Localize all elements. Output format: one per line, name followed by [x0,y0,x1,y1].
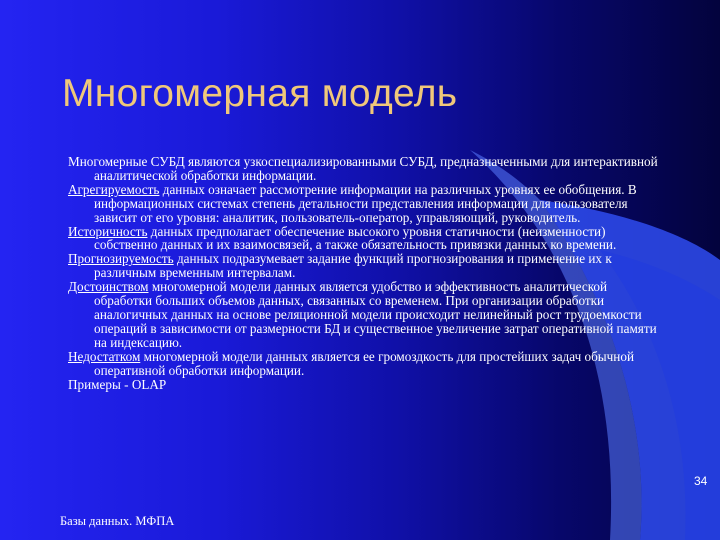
paragraph-advantage [68,280,658,350]
paragraph-history [68,225,658,253]
paragraph-text: являются узкоспециализированными СУБД, предназначенными для интерактивной аналитической обработки информации. [94,154,658,183]
slide-body [68,155,658,391]
term-history: Историчность [68,223,148,239]
term-mdbms: Многомерные СУБД [68,154,185,169]
paragraph-mdbms [68,155,658,183]
paragraph-text: многомерной модели данных является ее громоздкость для простейших задач обычной оперативной обработки информации. [94,348,635,378]
paragraph-text: многомерной модели данных является удобство и эффективность аналитической обработки больших объемов данных, связанных со временем. При организации обработки аналогичных данных на основе реляционной модели происходит нелинейный рост трудоемкости операций в зависимости от размерности БД и существенное увеличение затрат оперативной памяти на индексацию. [94,279,657,350]
paragraph-aggregation [68,183,658,225]
paragraph-examples: Примеры - OLAP [68,376,167,392]
term-forecast: Прогнозируемость [68,251,174,267]
slide-title: Многомерная модель [62,72,458,115]
paragraph-disadvantage [68,350,658,378]
term-advantage: Достоинством [68,279,149,295]
term-aggregation: Агрегируемость [68,181,160,197]
paragraph-text: данных означает рассмотрение информации на различных уровнях ее обобщения. В информационных системах степень детальности представления информации для пользователя зависит от его уровня: аналитик, пользователь-оператор, управляющий, руководитель. [94,181,637,225]
paragraph-text: данных подразумевает задание функций прогнозирования и применение их к различным временным интервалам. [94,251,612,281]
footer-text: Базы данных. МФПА [60,514,175,528]
page-number: 34 [694,474,708,488]
paragraph-forecast [68,252,658,280]
term-disadvantage: Недостатком [68,348,141,364]
paragraph-text: данных предполагает обеспечение высокого уровня статичности (неизменности) собственно данных и их взаимосвязей, а также обязательность привязки данных ко времени. [94,223,617,253]
